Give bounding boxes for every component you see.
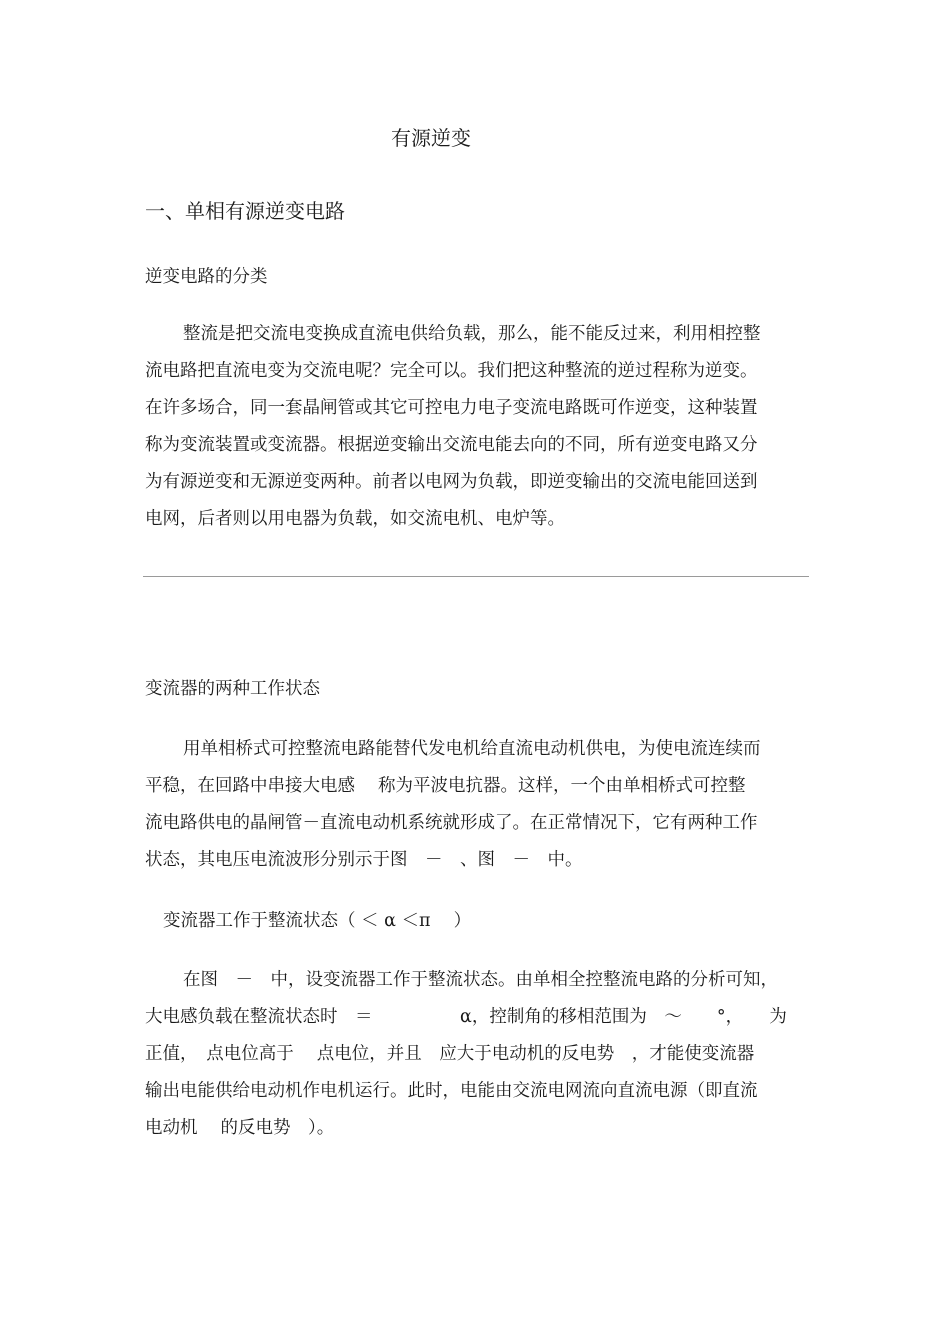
paragraph-line: 大电感负载在整流状态时 ＝ α，控制角的移相范围为 ～ °， 为	[145, 1007, 787, 1027]
paragraph-line: 在图 － 中，设变流器工作于整流状态。由单相全控整流电路的分析可知，	[183, 970, 778, 990]
paragraph-line: 流电路供电的晶闸管－直流电动机系统就形成了。在正常情况下，它有两种工作	[145, 813, 758, 833]
paragraph-line: 电网，后者则以用电器为负载，如交流电机、电炉等。	[145, 509, 565, 529]
paragraph-line: 整流是把交流电变换成直流电供给负载，那么，能不能反过来，利用相控整	[183, 324, 761, 344]
paragraph-line: 用单相桥式可控整流电路能替代发电机给直流电动机供电，为使电流连续而	[183, 739, 761, 759]
subheading-classification: 逆变电路的分类	[145, 267, 268, 287]
subheading-working-states: 变流器的两种工作状态	[145, 679, 320, 699]
section-heading: 一、单相有源逆变电路	[145, 199, 345, 223]
paragraph-line: 流电路把直流电变为交流电呢？完全可以。我们把这种整流的逆过程称为逆变。	[145, 361, 758, 381]
horizontal-divider	[143, 576, 809, 577]
page-title: 有源逆变	[391, 126, 471, 150]
paragraph-line: 平稳，在回路中串接大电感 称为平波电抗器。这样，一个由单相桥式可控整	[145, 776, 746, 796]
rectifier-state-heading: 变流器工作于整流状态（ ＜ α ＜π ）	[163, 911, 472, 931]
paragraph-line: 正值， 点电位高于 点电位，并且 应大于电动机的反电势 ，才能使变流器	[145, 1044, 755, 1064]
paragraph-line: 电动机 的反电势 ）。	[145, 1118, 335, 1138]
paragraph-line: 为有源逆变和无源逆变两种。前者以电网为负载，即逆变输出的交流电能回送到	[145, 472, 758, 492]
paragraph-line: 状态，其电压电流波形分别示于图 － 、图 － 中。	[145, 850, 583, 870]
paragraph-line: 称为变流装置或变流器。根据逆变输出交流电能去向的不同，所有逆变电路又分	[145, 435, 758, 455]
paragraph-line: 在许多场合，同一套晶闸管或其它可控电力电子变流电路既可作逆变，这种装置	[145, 398, 758, 418]
paragraph-line: 输出电能供给电动机作电机运行。此时，电能由交流电网流向直流电源（即直流	[145, 1081, 758, 1101]
